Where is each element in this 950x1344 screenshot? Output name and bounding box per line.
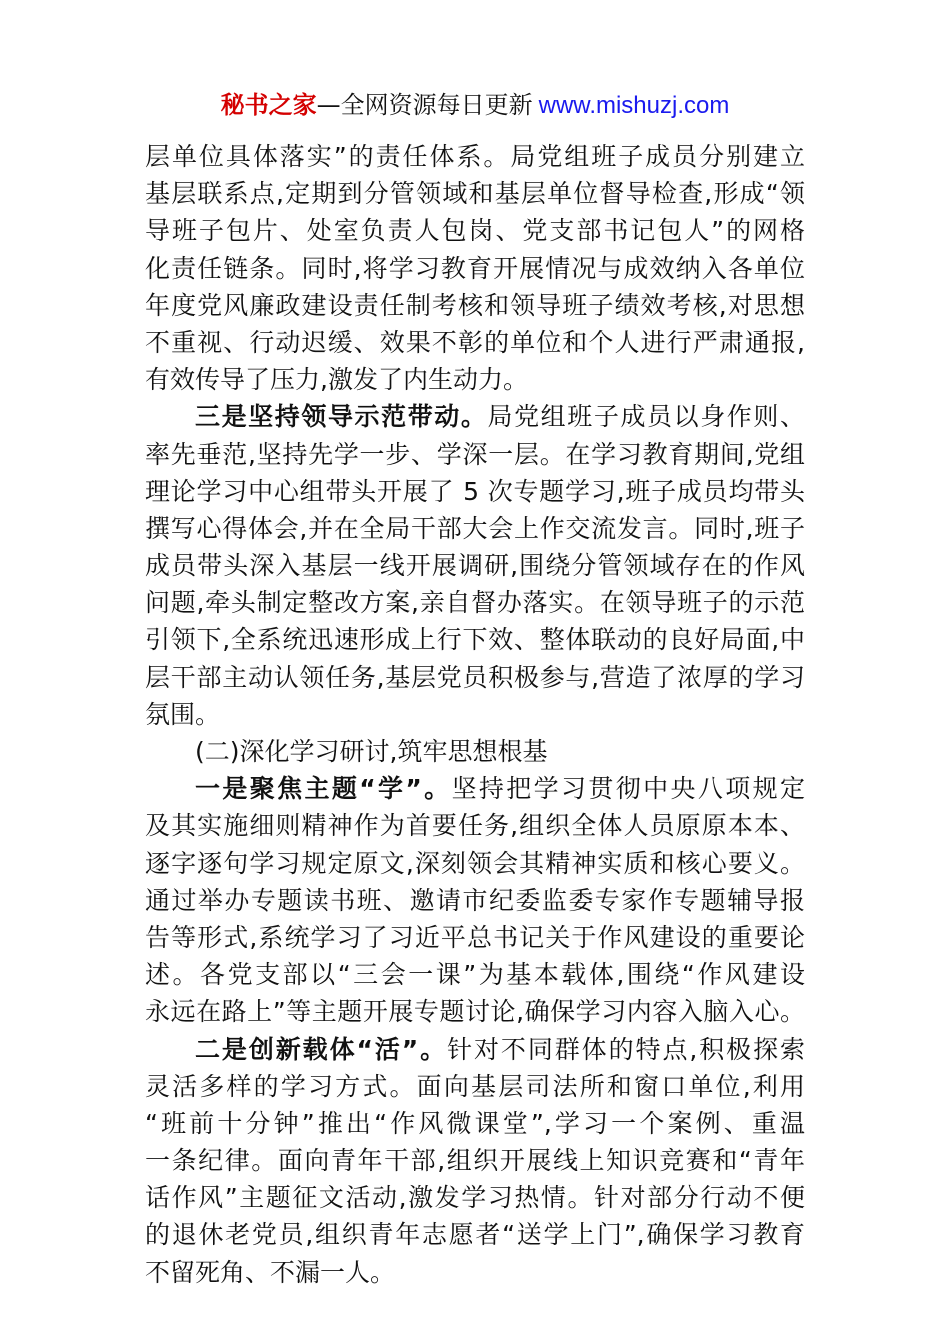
body-line: 层干部主动认领任务,基层党员积极参与,营造了浓厚的学习 — [145, 662, 805, 692]
body-line: 基层联系点,定期到分管领域和基层单位督导检查,形成“领 — [145, 179, 805, 209]
site-url-link[interactable]: www.mishuzj.com — [538, 92, 730, 119]
body-line: 化责任链条。同时,将学习教育开展情况与成效纳入各单位 — [145, 253, 805, 283]
body-line: 问题,牵头制定整改方案,亲自督办落实。在领导班子的示范 — [145, 588, 805, 618]
section-heading: (二)深化学习研讨,筑牢思想根基 — [195, 737, 548, 766]
page-header — [0, 88, 950, 122]
body-line: 逐字逐句学习规定原文,深刻领会其精神实质和核心要义。 — [145, 848, 805, 878]
lead-phrase: 二是创新载体“活”。 — [195, 1034, 448, 1064]
body-line: 不留死角、不漏一人。 — [145, 1257, 396, 1287]
lead-phrase: 三是坚持领导示范带动。 — [195, 402, 488, 432]
body-line: 不重视、行动迟缓、效果不彰的单位和个人进行严肃通报, — [145, 327, 805, 357]
body-line: 告等形式,系统学习了习近平总书记关于作风建设的重要论 — [145, 922, 805, 952]
lead-phrase: 一是聚焦主题“学”。 — [195, 774, 452, 804]
header-tagline: —全网资源每日更新 — [316, 91, 533, 119]
line-text: 局党组班子成员以身作则、 — [487, 402, 805, 432]
body-line: 导班子包片、处室负责人包岗、党支部书记包人”的网格 — [145, 216, 805, 246]
paragraph-lead-line — [145, 1031, 805, 1068]
body-line: 的退休老党员,组织青年志愿者“送学上门”,确保学习教育 — [145, 1220, 805, 1250]
body-line: 一条纪律。面向青年干部,组织开展线上知识竞赛和“青年 — [145, 1146, 805, 1176]
document-body — [145, 138, 805, 1291]
body-line: 率先垂范,坚持先学一步、学深一层。在学习教育期间,党组 — [145, 439, 805, 469]
body-line: 有效传导了压力,激发了内生动力。 — [145, 365, 528, 395]
paragraph-lead-line — [145, 398, 805, 435]
body-line: 话作风”主题征文活动,激发学习热情。针对部分行动不便 — [145, 1183, 805, 1213]
body-line: 灵活多样的学习方式。面向基层司法所和窗口单位,利用 — [145, 1071, 805, 1101]
body-line: 引领下,全系统迅速形成上行下效、整体联动的良好局面,中 — [145, 625, 805, 655]
brand-name: 秘书之家 — [220, 91, 317, 119]
body-line: 层单位具体落实”的责任体系。局党组班子成员分别建立 — [145, 142, 805, 171]
body-line: 理论学习中心组带头开展了 5 次专题学习,班子成员均带头 — [145, 476, 805, 506]
body-line: 氛围。 — [145, 699, 221, 729]
body-line: 及其实施细则精神作为首要任务,组织全体人员原原本本、 — [145, 811, 805, 841]
line-text: 针对不同群体的特点,积极探索 — [447, 1034, 805, 1064]
body-line: “班前十分钟”推出“作风微课堂”,学习一个案例、重温 — [145, 1108, 805, 1138]
body-line: 永远在路上”等主题开展专题讨论,确保学习内容入脑入心。 — [145, 997, 805, 1027]
body-line: 成员带头深入基层一线开展调研,围绕分管领域存在的作风 — [145, 551, 805, 581]
body-line: 年度党风廉政建设责任制考核和领导班子绩效考核,对思想 — [145, 290, 805, 320]
body-line: 述。各党支部以“三会一课”为基本载体,围绕“作风建设 — [145, 960, 805, 990]
body-line: 撰写心得体会,并在全局干部大会上作交流发言。同时,班子 — [145, 513, 805, 543]
paragraph-lead-line — [145, 770, 805, 807]
line-text: 坚持把学习贯彻中央八项规定 — [451, 774, 805, 804]
body-line: 通过举办专题读书班、邀请市纪委监委专家作专题辅导报 — [145, 885, 805, 915]
